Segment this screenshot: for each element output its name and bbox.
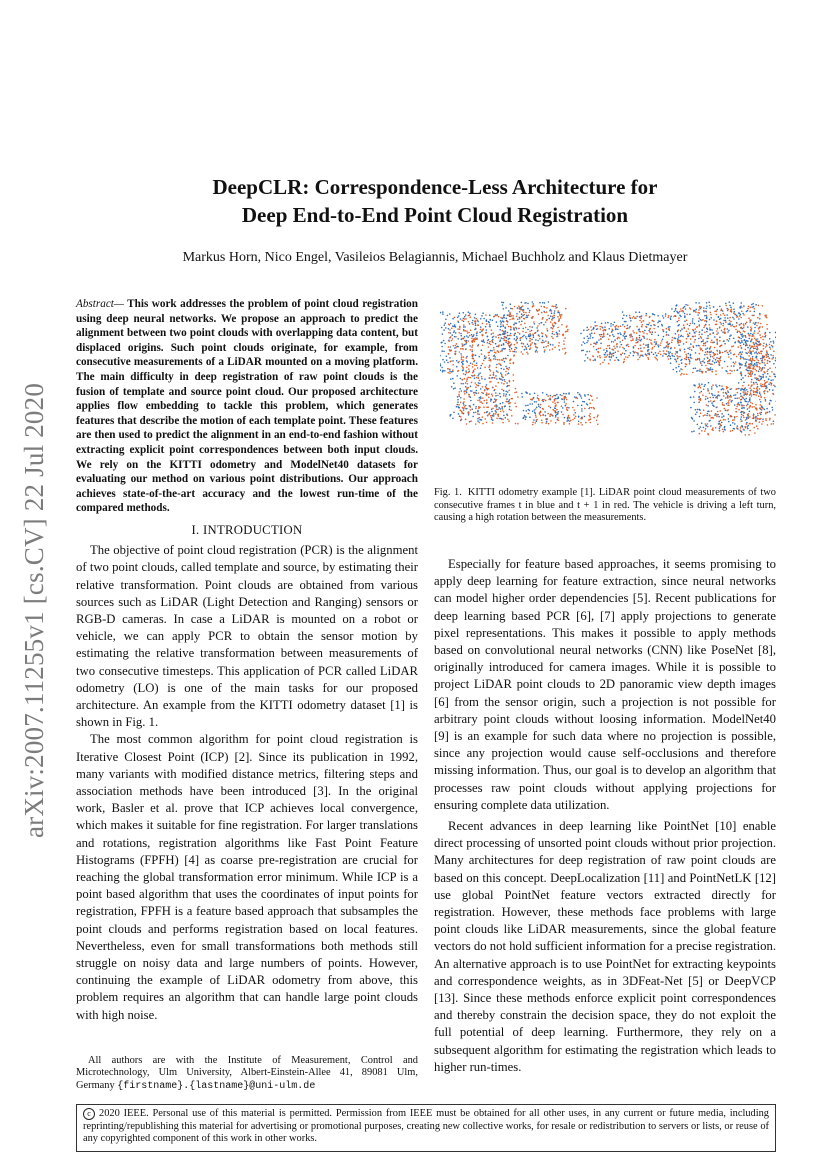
abstract-label: Abstract— — [76, 298, 124, 310]
scan-structure — [458, 374, 519, 425]
figure-lidar-point-clouds — [440, 292, 776, 482]
copyright-symbol: c — [83, 1108, 95, 1120]
section-heading-introduction: I. INTRODUCTION — [191, 522, 303, 537]
abstract-text: This work addresses the problem of point cloud registration using deep neural networks. We propose an approach to predict the alignment between two point clouds with overlapping data content, but displaced origins. Such point clouds originate, for example, from consecutive measurements of a LiDAR mounted on a moving platform. The main difficulty in deep registration of raw point clouds is the fusion of template and source point cloud. Our proposed architecture applies flow embedding to tackle this problem, which generates features that describe the motion of each template point. These features are then used to predict the alignment in an end-to-end fashion without extracting explicit point correspondences between both input clouds. We rely on the KITTI odometry and ModelNet40 datasets for evaluating our method on various point distributions. Our approach achieves state-of-the-art accuracy and the lowest run-time of the compared methods. — [76, 298, 418, 515]
figure-caption — [434, 487, 776, 525]
lidar-point-cloud-image — [440, 292, 776, 482]
intro-paragraph-3: Especially for feature based approaches, it seems promising to apply deep learning for feature extraction, since neural networks can model higher order dependencies [5]. Recent publications for deep learning based PCR [6], [7] apply projections to generate pixel representations. This makes it possible to apply methods based on convolutional neural networks (CNN) like PoseNet [8], originally introduced for camera images. While it is possible to project LiDAR point clouds to 2D panoramic view depth images [6] from the sensor origin, such a projection is not possible for arbitrary point clouds without loosing information. ModelNet40 [9] is an example for such data where no projection is possible, since any projection would cause self-occlusions and therefore missing information. Thus, our goal is to develop an algorithm that processes raw point clouds without applying projections for ensuring complete data utilization. — [434, 557, 776, 812]
copyright-notice — [76, 1104, 776, 1152]
abstract — [76, 297, 418, 516]
intro-paragraph-2: The most common algorithm for point cloud registration is Iterative Closest Point (ICP) [2]. Since its publication in 1992, many variants with modified distance metrics, filtering steps and association methods have been introduced [3]. In the original work, Basler et al. prove that ICP achieves local convergence, which makes it suitable for fine registration. For larger translations and rotations, registration algorithms like Fast Point Feature Histograms (FPFH) [4] as coarse pre-registration are crucial for reaching the global transformation error minimum. While ICP is a point based algorithm that uses the coordinates of input points for registration, FPFH is a feature based approach that subsamples the point clouds and performs registration based on local features. Nevertheless, even for small transformations both methods still struggle on noisy data and large numbers of points. However, continuing the example of LiDAR odometry from above, this problem requires an algorithm that can handle large point clouds with high noise. — [76, 732, 418, 1022]
figure-label: Fig. 1. — [434, 487, 462, 498]
arxiv-id-text: arXiv:2007.11255v1 [cs.CV] 22 Jul 2020 — [19, 382, 50, 838]
scan-structure — [528, 395, 599, 426]
left-column — [76, 297, 418, 1024]
scan-structure — [619, 311, 670, 357]
paper-title — [120, 173, 750, 229]
intro-paragraph-1: The objective of point cloud registration (PCR) is the alignment of two point clouds, called template and source, by estimating their relative transformation. Point clouds are obtained from various sources such as LiDAR (Light Detection and Ranging) sensors or RGB-D cameras. In case a LiDAR is mounted on a robot or vehicle, we can apply PCR to obtain the sensor motion by estimating the relative transformation between measurements of two consecutive timesteps. This application of PCR called LiDAR odometry (LO) is one of the main tasks for our proposed architecture. An example from the KITTI odometry dataset [1] is shown in Fig. 1. — [76, 543, 418, 730]
affiliation-footnote — [76, 1055, 418, 1093]
title-line-1: DeepCLR: Correspondence-Less Architecture for — [212, 175, 658, 199]
title-line-2: Deep End-to-End Point Cloud Registration — [241, 203, 629, 227]
copyright-text: 2020 IEEE. Personal use of this material is permitted. Permission from IEEE must be obtained for all other uses, in any current or future media, including reprinting/republishing this material for advertising or promotional purposes, creating new collective works, for resale or redistribution to servers or lists, or reuse of any copyrighted component of this work in other works. — [83, 1108, 769, 1145]
arxiv-identifier-stamp — [12, 370, 58, 850]
intro-paragraph-4: Recent advances in deep learning like PointNet [10] enable direct processing of unsorted point clouds without prior projection. Many architectures for deep registration of raw point clouds are based on this concept. DeepLocalization [11] and PointNetLK [12] use global PointNet feature vectors extracted directly for registration. However, these methods face problems with large point clouds like LiDAR measurements, since the global feature vectors do not hold sufficient information for a precise registration. An alternative approach is to use PointNet for extracting keypoints and correspondence weights, as in 3DFeat-Net [5] or DeepVCP [13]. Since these methods enforce explicit point correspondences and thereby constrain the decision space, they do not exploit the full potential of deep learning. Furthermore, they rely on a subsequent algorithm for estimating the registration which leads to higher run-times. — [434, 819, 776, 1074]
right-column — [434, 556, 776, 1076]
scan-structure — [588, 325, 629, 365]
figure-caption-text: KITTI odometry example [1]. LiDAR point cloud measurements of two consecutive frames t in blue and t + 1 in red. The vehicle is driving a left turn, causing a high rotation between the measurements. — [434, 487, 776, 524]
author-email: {firstname}.{lastname}@uni-ulm.de — [117, 1080, 316, 1092]
affiliation-text: All authors are with the Institute of Measurement, Control and Microtechnology, Ulm University, Albert-Einstein-Allee 41, 89081 Ulm, Germany — [76, 1055, 418, 1091]
author-list: Markus Horn, Nico Engel, Vasileios Belagiannis, Michael Buchholz and Klaus Dietmayer — [182, 250, 688, 265]
